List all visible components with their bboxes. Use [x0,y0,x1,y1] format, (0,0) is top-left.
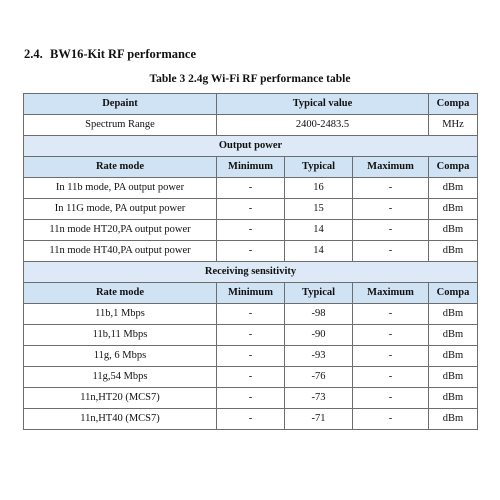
rate-mode-cell: 11n,HT40 (MCS7) [24,409,217,430]
maximum-cell: - [353,241,429,262]
minimum-cell: - [217,409,285,430]
header-depaint: Depaint [24,94,217,115]
section-number: 2.4. [24,47,43,61]
receiving-sensitivity-column-header [24,283,478,304]
col-maximum: Maximum [353,283,429,304]
output-power-section-row [24,136,478,157]
unit-cell: dBm [429,409,478,430]
col-minimum: Minimum [217,157,285,178]
rf-performance-table [23,93,478,430]
maximum-cell: - [353,325,429,346]
output-power-row [24,178,478,199]
typical-cell: -98 [285,304,353,325]
table-caption: Table 3 2.4g Wi-Fi RF performance table [149,73,351,85]
typical-cell: -93 [285,346,353,367]
output-power-row [24,199,478,220]
unit-cell: dBm [429,220,478,241]
section-title: BW16-Kit RF performance [50,47,197,61]
typical-cell: 16 [285,178,353,199]
typical-cell: -71 [285,409,353,430]
rate-mode-cell: 11n,HT20 (MCS7) [24,388,217,409]
header-typical-value: Typical value [217,94,429,115]
col-rate-mode: Rate mode [24,283,217,304]
spectrum-unit: MHz [429,115,478,136]
header-compa: Compa [429,94,478,115]
minimum-cell: - [217,178,285,199]
typical-cell: 14 [285,220,353,241]
rate-mode-cell: 11b,1 Mbps [24,304,217,325]
col-typical: Typical [285,157,353,178]
unit-cell: dBm [429,367,478,388]
rate-mode-cell: 11b,11 Mbps [24,325,217,346]
minimum-cell: - [217,241,285,262]
unit-cell: dBm [429,241,478,262]
minimum-cell: - [217,199,285,220]
table-header-row [24,94,478,115]
col-compa: Compa [429,157,478,178]
unit-cell: dBm [429,304,478,325]
output-power-row [24,241,478,262]
typical-cell: -76 [285,367,353,388]
receiving-sensitivity-row [24,388,478,409]
unit-cell: dBm [429,178,478,199]
minimum-cell: - [217,220,285,241]
rate-mode-cell: 11n mode HT20,PA output power [24,220,217,241]
unit-cell: dBm [429,346,478,367]
maximum-cell: - [353,304,429,325]
minimum-cell: - [217,325,285,346]
spectrum-label: Spectrum Range [24,115,217,136]
minimum-cell: - [217,304,285,325]
col-rate-mode: Rate mode [24,157,217,178]
typical-cell: -73 [285,388,353,409]
col-minimum: Minimum [217,283,285,304]
col-compa: Compa [429,283,478,304]
minimum-cell: - [217,388,285,409]
receiving-sensitivity-row [24,346,478,367]
rate-mode-cell: In 11G mode, PA output power [24,199,217,220]
receiving-sensitivity-row [24,304,478,325]
spectrum-value: 2400-2483.5 [217,115,429,136]
maximum-cell: - [353,199,429,220]
receiving-sensitivity-row [24,325,478,346]
output-power-title: Output power [24,136,478,157]
rate-mode-cell: 11g,54 Mbps [24,367,217,388]
receiving-sensitivity-title: Receiving sensitivity [24,262,478,283]
typical-cell: 15 [285,199,353,220]
maximum-cell: - [353,409,429,430]
spectrum-row [24,115,478,136]
section-heading [24,47,196,62]
receiving-sensitivity-section-row [24,262,478,283]
typical-cell: 14 [285,241,353,262]
maximum-cell: - [353,178,429,199]
unit-cell: dBm [429,199,478,220]
col-typical: Typical [285,283,353,304]
maximum-cell: - [353,388,429,409]
receiving-sensitivity-row [24,367,478,388]
unit-cell: dBm [429,325,478,346]
rate-mode-cell: In 11b mode, PA output power [24,178,217,199]
minimum-cell: - [217,346,285,367]
rate-mode-cell: 11g, 6 Mbps [24,346,217,367]
maximum-cell: - [353,346,429,367]
unit-cell: dBm [429,388,478,409]
maximum-cell: - [353,220,429,241]
minimum-cell: - [217,367,285,388]
col-maximum: Maximum [353,157,429,178]
rate-mode-cell: 11n mode HT40,PA output power [24,241,217,262]
output-power-column-header [24,157,478,178]
maximum-cell: - [353,367,429,388]
typical-cell: -90 [285,325,353,346]
receiving-sensitivity-row [24,409,478,430]
output-power-row [24,220,478,241]
